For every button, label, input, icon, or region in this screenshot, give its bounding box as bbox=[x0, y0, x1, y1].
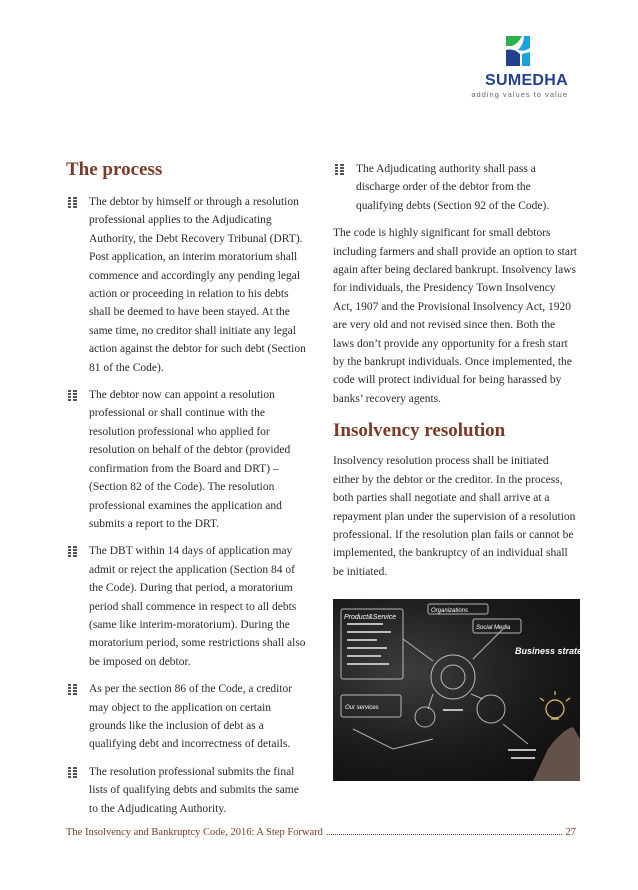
paragraph-significance: The code is highly significant for small debtors including farmers and shall provide an option to start again after being declared bankrupt. Insolvency laws for individuals, the Presidency Town Insolvency Act, 1907 and the Provisional Insolvency Act, 1920 are very old and not revised since then. Both the laws don’t provide any opportunity for a fresh start by the bankrupt individuals. Once implemented, the code will protect individual for being harassed by banks’ recovery agents. bbox=[333, 227, 577, 405]
bullet-icon bbox=[68, 684, 77, 695]
section-heading-process: The process bbox=[66, 159, 163, 180]
list-item bbox=[66, 763, 310, 818]
brand-tagline: adding values to value bbox=[471, 90, 568, 99]
chalk-diagram bbox=[333, 599, 593, 781]
bullet-icon bbox=[68, 546, 77, 557]
list-item bbox=[66, 542, 310, 671]
page-number: 27 bbox=[565, 827, 576, 838]
sumedha-logo-icon bbox=[504, 34, 532, 68]
bullet-icon bbox=[68, 390, 77, 401]
discharge-bullet-list bbox=[333, 160, 577, 215]
bullet-text: The DBT within 14 days of application may admit or reject the application (Section 84 of the Code). During that period, a moratorium period shall commence in respect to all debts (same like interim-moratorium). During the moratorium period, some restrictions shall also be imposed on debtor. bbox=[89, 545, 306, 668]
bullet-icon bbox=[335, 164, 344, 175]
figure-label-organizations: Organizations bbox=[431, 608, 469, 615]
bullet-text: The debtor by himself or through a resolution professional applies to the Adjudicating Authority, the Debt Recovery Tribunal (DRT). Post application, an interim moratorium shall commence and accordingly any pending legal action or proceeding in relation to his debts shall be deemed to have been stayed. At the same time, no creditor shall initiate any legal action against the debtor for such debt (Section 81 of the Code). bbox=[89, 196, 306, 374]
process-bullet-list bbox=[66, 193, 310, 818]
figure-label-business-strategy: Business strategy bbox=[515, 646, 593, 657]
list-item bbox=[66, 386, 310, 533]
paragraph-resolution: Insolvency resolution process shall be initiated either by the debtor or the creditor. In the process, both parties shall negotiate and shall arrive at a repayment plan under the supervision of a resolution professional. If the resolution plan fails or cannot be implemented, the bankruptcy of an individual shall be initiated. bbox=[333, 455, 576, 578]
left-column bbox=[66, 159, 310, 827]
brand-name: SUMEDHA bbox=[485, 72, 568, 89]
footer-title: The Insolvency and Bankruptcy Code, 2016: A Step Forward bbox=[66, 827, 323, 838]
bullet-text: The resolution professional submits the final lists of qualifying debts and submits the same to the Adjudicating Authority. bbox=[89, 765, 299, 815]
business-strategy-illustration bbox=[333, 599, 593, 781]
bullet-text: The Adjudicating authority shall pass a discharge order of the debtor from the qualifying debts (Section 92 of the Code). bbox=[356, 163, 550, 212]
bullet-icon bbox=[68, 767, 77, 778]
figure-label-our-services: Our services bbox=[345, 705, 379, 712]
bullet-text: The debtor now can appoint a resolution professional or shall continue with the resolution professional who applied for resolution on behalf of the debtor (provided confirmation from the Board and DRT) – (Section 82 of the Code). The resolution professional examines the application and submits a report to the DRT. bbox=[89, 389, 291, 530]
list-item bbox=[66, 680, 310, 754]
figure-label-social-media: Social Media bbox=[476, 625, 511, 632]
bullet-text: As per the section 86 of the Code, a creditor may object to the application on certain grounds like the inclusion of debt as a qualifying debt and incorrectness of details. bbox=[89, 683, 293, 751]
section-heading-insolvency-resolution: Insolvency resolution bbox=[333, 420, 506, 442]
figure-label-product-service: Product&Service bbox=[344, 614, 397, 622]
bullet-icon bbox=[68, 197, 77, 208]
right-column bbox=[333, 160, 593, 781]
page-footer bbox=[66, 827, 576, 838]
list-item bbox=[66, 193, 310, 377]
footer-leader-dots bbox=[327, 833, 562, 835]
list-item bbox=[333, 160, 577, 215]
